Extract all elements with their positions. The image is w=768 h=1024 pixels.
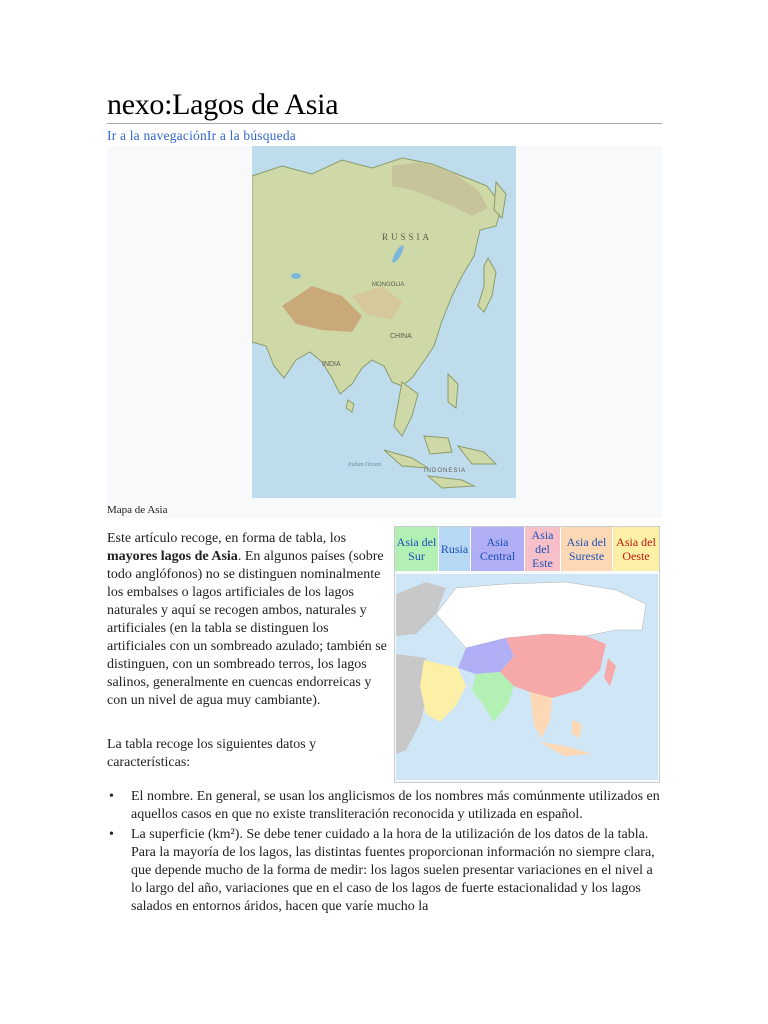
regions-legend xyxy=(395,527,659,573)
intro-bold-topic: mayores lagos de Asia xyxy=(107,549,238,564)
region-asia-sur-link[interactable]: Asia del Sur xyxy=(395,527,439,571)
bullet-icon: • xyxy=(109,827,114,842)
table-intro-paragraph: La tabla recoge los siguientes datos y características: xyxy=(107,737,317,770)
map-caption: Mapa de Asia xyxy=(107,504,168,516)
map-label-india: INDIA xyxy=(322,361,341,368)
map-label-russia: RUSSIA xyxy=(382,232,433,242)
region-rusia-link[interactable]: Rusia xyxy=(439,527,471,571)
list-item xyxy=(107,826,667,916)
region-asia-este-link[interactable]: Asia del Este xyxy=(525,527,561,571)
asia-regions-map[interactable] xyxy=(396,574,658,780)
jump-to-search-link[interactable]: Ir a la búsqueda xyxy=(206,128,296,143)
list-item-text: El nombre. En general, se usan los anglicismos de los nombres más comúnmente utilizados en aquellos casos en que no existe transliteración reconocida y utilizada en español. xyxy=(131,789,660,822)
asia-physical-map[interactable] xyxy=(252,146,516,498)
map-label-ocean: Indian Ocean xyxy=(348,462,381,468)
asia-regions-box xyxy=(394,526,660,783)
page-title: nexo:Lagos de Asia xyxy=(107,88,339,121)
title-divider xyxy=(107,123,662,124)
list-item-text: La superficie (km²). Se debe tener cuidado a la hora de la utilización de los datos de la tabla. Para la mayoría de los lagos, las distintas fuentes proporcionan información no siempre clara, que depende mucho de la forma de medir: los lagos suelen presentar variaciones en el nivel a lo largo del año, variaciones que en el caso de los lagos de fuerte estacionalidad y los lagos salados en entornos áridos, hacen que varíe mucho la xyxy=(131,827,655,914)
intro-text-before: Este artículo recoge, en forma de tabla, los xyxy=(107,531,347,546)
map-label-mongolia: MONGOLIA xyxy=(372,282,405,288)
region-asia-central-link[interactable]: Asia Central xyxy=(471,527,525,571)
intro-text-after: . En algunos países (sobre todo anglófonos) no se distinguen nominalmente los embalses o lagos artificiales de los lagos naturales y aquí se recogen ambos, naturales y artificiales (en la tabla se distinguen los artificiales con un sombreado azulado; también se distinguen, con un sombreado terros, los lagos salinos, generalmente en cuencas endorreicas y con un nivel de agua muy cambiante). xyxy=(107,549,387,708)
list-item xyxy=(107,788,667,824)
jump-to-navigation-link[interactable]: Ir a la navegación xyxy=(107,128,207,143)
intro-paragraph xyxy=(107,530,389,710)
characteristics-list xyxy=(107,788,667,918)
region-asia-oeste-link[interactable]: Asia del Oeste xyxy=(613,527,659,571)
map-label-china: CHINA xyxy=(390,333,412,340)
map-label-indonesia: INDONESIA xyxy=(424,468,467,474)
bullet-icon: • xyxy=(109,789,114,804)
region-asia-sureste-link[interactable]: Asia del Sureste xyxy=(561,527,613,571)
jump-links xyxy=(107,128,296,144)
asia-map-figure xyxy=(107,146,662,518)
